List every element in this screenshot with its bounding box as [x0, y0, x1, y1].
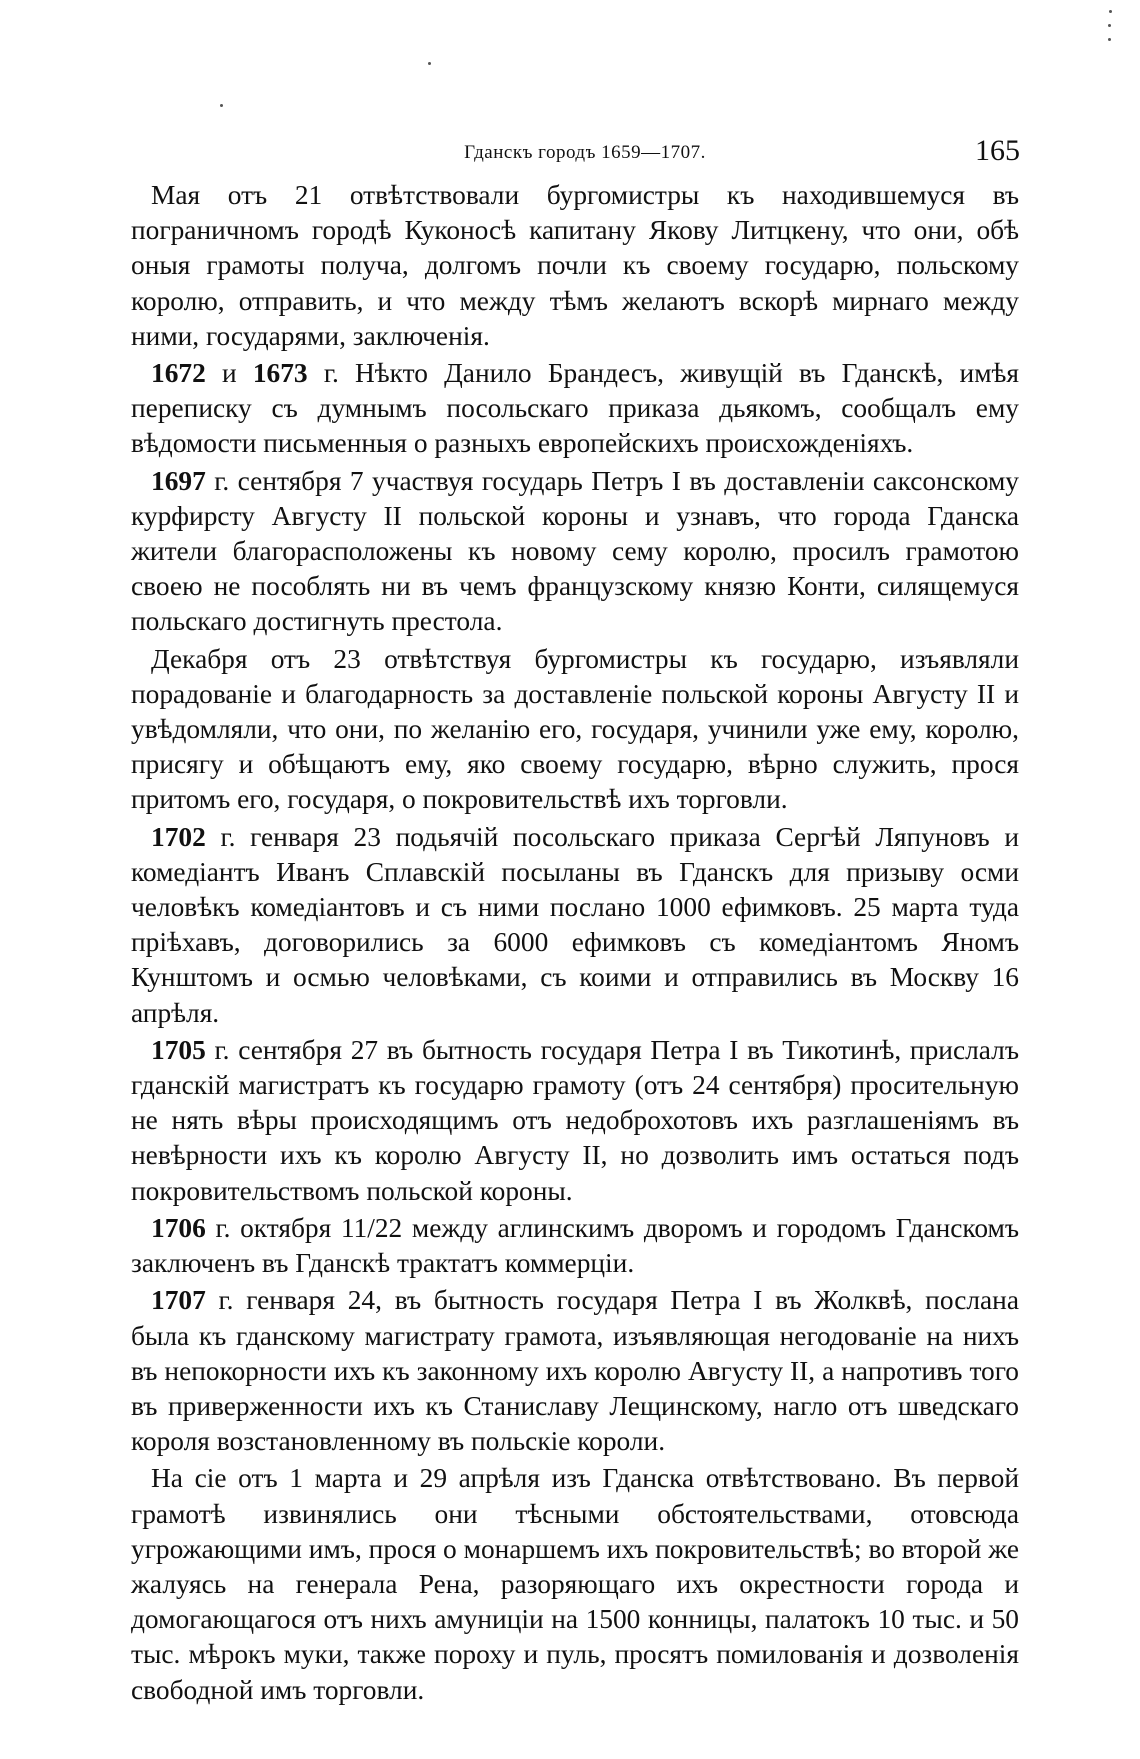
running-title: Гданскъ городъ 1659—1707.: [464, 142, 706, 163]
scan-speck: [1108, 24, 1111, 27]
body-text: [131, 178, 1019, 1708]
year: 1697: [151, 465, 206, 496]
year: 1707: [151, 1285, 206, 1316]
paragraph: 1705 г. сентября 27 въ бытность государя Петра I въ Тикотинѣ, прислалъ гданскій магистратъ къ государю грамоту (отъ 24 сентября) просительную не нять вѣры происходящимъ отъ недоброхотовъ ихъ разглашеніямъ въ невѣрности ихъ къ королю Августу II, но дозволить имъ остаться подъ покровительствомъ польской короны.: [131, 1034, 1019, 1206]
paragraph: 1697 г. сентября 7 участвуя государь Петръ I въ доставленіи саксонскому курфирсту Августу II польской короны и узнавъ, что города Гданска жители благорасположены къ новому сему королю, просилъ грамотою своею не пособлять ни въ чемъ французскому князю Конти, силящемуся польскаго достигнуть престола.: [131, 465, 1019, 637]
scan-speck: [1109, 10, 1112, 13]
paragraph: 1672 и 1673 г. Нѣкто Данило Брандесъ, живущій въ Гданскѣ, имѣя переписку съ думнымъ посольскаго приказа дьякомъ, сообщалъ ему вѣдомости письменныя о разныхъ европейскихъ происхожденіяхъ.: [131, 358, 1020, 459]
page-number: 165: [975, 134, 1020, 167]
paragraph: 1702 г. генваря 23 подьячій посольскаго приказа Сергѣй Ляпуновъ и комедіантъ Иванъ Сплавскій посыланы въ Гданскъ для призыву осми человѣкъ комедіантовъ и съ ними послано 1000 ефимковъ. 25 марта туда пріѣхавъ, договорились за 6000 ефимковъ съ комедіантомъ Яномъ Кунштомъ и осмью человѣками, съ коими и отправились въ Москву 16 апрѣля.: [131, 821, 1019, 1028]
paragraph: На сіе отъ 1 марта и 29 апрѣля изъ Гданска отвѣтствовано. Въ первой грамотѣ извинялись они тѣсными обстоятельствами, отовсюда угрожающими имъ, прося о монаршемъ ихъ покровительствѣ; во второй же жалуясь на генерала Рена, разоряющаго ихъ окрестности города и домогающагося отъ нихъ амуниціи на 1500 конницы, палатокъ 10 тыс. и 50 тыс. мѣрокъ муки, также пороху и пуль, просятъ помилованія и дозволенія свободной имъ торговли.: [131, 1463, 1019, 1705]
year: 1702: [151, 821, 206, 852]
year: 1705: [151, 1034, 206, 1065]
scan-speck: [220, 104, 223, 107]
paragraph: 1706 г. октября 11/22 между аглинскимъ дворомъ и городомъ Гданскомъ заключенъ въ Гданскѣ трактатъ коммерціи.: [131, 1212, 1019, 1279]
paragraph: Мая отъ 21 отвѣтствовали бургомистры къ находившемуся въ пограничномъ городѣ Куконосѣ капитану Якову Литцкену, что они, обѣ оныя грамоты получа, долгомъ почли къ своему государю, польскому королю, отправить, и что между тѣмъ желаютъ вскорѣ мирнаго между ними, государями, заключенія.: [131, 180, 1019, 351]
paragraph: 1707 г. генваря 24, въ бытность государя Петра I въ Жолквѣ, послана была къ гданскому магистрату грамота, изъявляющая негодованіе на нихъ въ непокорности ихъ къ законному ихъ королю Августу II, а напротивъ того въ приверженности ихъ къ Станиславу Лещинскому, нагло отъ шведскаго короля возстановленному въ польскіе короли.: [131, 1285, 1019, 1457]
year: 1672: [151, 358, 206, 389]
year: 1673: [252, 358, 308, 389]
paragraph: Декабря отъ 23 отвѣтствуя бургомистры къ государю, изъявляли порадованіе и благодарность за доставленіе польской короны Августу II и увѣдомляли, что они, по желанію его, государя, учинили уже ему, королю, присягу и обѣщаютъ ему, яко своему государю, вѣрно служить, прося притомъ его, государя, о покровительствѣ ихъ торговли.: [131, 643, 1019, 815]
year: 1706: [151, 1212, 206, 1243]
scan-speck: [428, 62, 431, 65]
running-head: [150, 134, 1020, 174]
scan-speck: [1108, 38, 1111, 41]
